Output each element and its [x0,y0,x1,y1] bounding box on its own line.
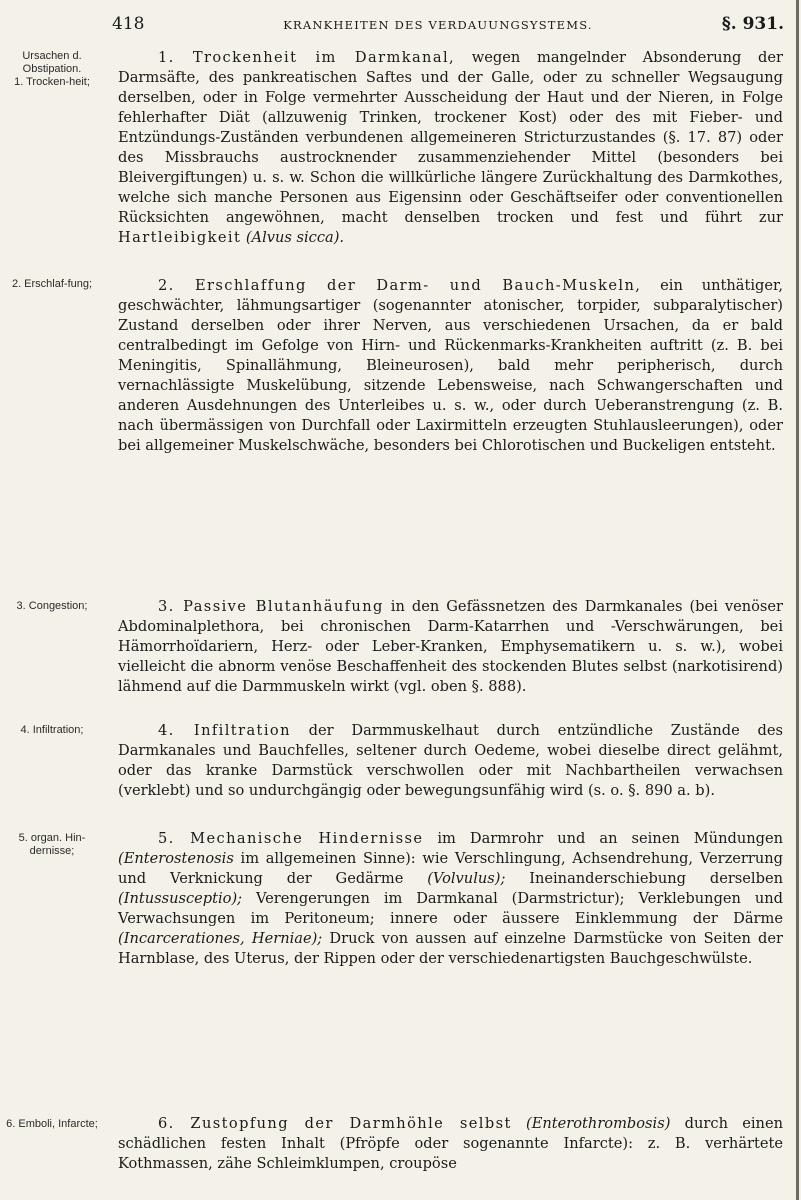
margin-note-congestion: 3. Congestion; [16,600,88,612]
running-header [112,14,784,40]
paragraph-5-text-3: Ineinanderschiebung derselben [505,870,783,887]
paragraph-5-text-2: im allgemeinen Sinne): wie Verschlingung, Achsendrehung, Verzerrung und Verknickung der Gedärme [118,850,783,887]
paragraph-1 [118,48,783,248]
section-number: §. 931. [721,14,784,34]
paragraph-3-text: in den Gefässnetzen des Darmkanales (bei venöser Abdominalplethora, bei chronischen Darm-Katarrhen und -Verschwärungen, bei Hämorrhoïdariern, Herz- oder Leber-Kranken, Emphysematikern u. s. w.), wobei vielleicht die abnorm venöse Beschaffenheit des stockenden Blutes selbst (narkotisirend) lähmend auf die Darmmuskeln wirkt (vgl. oben §. 888). [118,598,783,695]
paragraph-2 [118,276,783,456]
paragraph-5 [118,829,783,969]
paragraph-4-text: der Darmmuskelhaut durch entzündliche Zustände des Darmkanales und Bauchfelles, seltener durch Oedeme, wobei dieselbe direct gelähmt, oder das kranke Darmstück verschwollen oder mit Nachbartheilen verwachsen (verklebt) und so undurchgängig oder bewegungsunfähig wird (s. o. §. 890 a. b). [118,722,783,799]
paragraph-1-text: wegen mangelnder Absonderung der Darmsäfte, des pankreatischen Saftes und der Galle, oder zu schneller Wegsaugung derselben, oder in Folge vermehrter Ausscheidung der Haut und der Nieren, in Folge fehlerhafter Diät (allzuwenig Trinken, trockener Kost) oder des mit Fieber- und Entzündungs-Zuständen verbundenen allgemeineren Stricturzustandes (§. 17. 87) oder des Missbrauchs austrocknender zusammenziehender Mittel (besonders bei Bleivergiftungen) u. s. w. Schon die willkürliche längere Zurückhaltung des Darmkothes, welche sich manche Personen aus Eigensinn oder Geschäftseifer oder conventionellen Rücksichten angewöhnen, macht denselben trocken und fest und führt zur [118,49,783,226]
margin-note-causes: Ursachen d. Obstipation. [22,50,82,75]
paragraph-5-text-4: Verengerungen im Darmkanal (Darmstrictur); Verklebungen und Verwachsungen im Peritoneum; innere oder äussere Einklemmung der Därme [118,890,783,927]
paragraph-5-latin-3: (Intussusceptio); [118,890,243,907]
paragraph-5-lead: 5. Mechanische Hindernisse [158,830,424,847]
paragraph-5-latin-2: (Volvulus); [427,870,506,887]
paragraph-6-text: durch einen schädlichen festen Inhalt (Pfröpfe oder sogenannte Infarcte): z. B. verhärtete Kothmassen, zähe Schleimklumpen, croupöse [118,1115,783,1172]
margin-note-atony: 2. Erschlaf-fung; [11,278,93,290]
paragraph-3 [118,597,783,697]
page-number: 418 [112,14,145,34]
page-edge-shadow [796,0,799,1200]
paragraph-5-text: im Darmrohr und an seinen Mündungen [423,830,784,847]
running-title: KRANKHEITEN DES VERDAUUNGSYSTEMS. [283,18,593,32]
paragraph-1-latin: (Alvus sicca). [245,229,345,246]
paragraph-5-latin-4: (Incarcerationes, Herniae); [118,930,323,947]
paragraph-4-lead: 4. Infiltration [158,722,291,739]
margin-note-emboli: 6. Emboli, Infarcte; [6,1118,98,1130]
paragraph-1-lead: 1. Trockenheit im Darmkanal, [158,49,456,66]
paragraph-5-text-5: Druck von aussen auf einzelne Darmstücke von Seiten der Harnblase, des Uterus, der Rippen oder der verschiedenartigsten Bauchgeschwülste. [118,930,784,967]
margin-note-obstruction: 5. organ. Hin-dernisse; [18,832,86,857]
margin-note-infiltration: 4. Infiltration; [20,724,84,736]
margin-note-dryness: 1. Trocken-heit; [14,76,90,88]
paragraph-6-latin: (Enterothrombosis) [511,1115,671,1132]
paragraph-6-lead: 6. Zustopfung der Darmhöhle selbst [158,1115,512,1132]
paragraph-3-lead: 3. Passive Blutanhäufung [158,598,384,615]
paragraph-6 [118,1114,783,1174]
paragraph-2-text: ein unthätiger, geschwächter, lähmungsartiger (sogenannter atonischer, torpider, subparalytischer) Zustand derselben oder ihrer Nerven, aus verschiedenen Ursachen, da er bald centralbedingt im Gefolge von Hirn- und Rückenmarks-Krankheiten auftritt (z. B. bei Meningitis, Spinallähmung, Bleineurosen), bald mehr peripherisch, durch vernachlässigte Muskelübung, sitzende Lebensweise, nach Schwangerschaften und anderen Ausdehnungen des Unterleibes u. s. w., oder durch Ueberanstrengung (z. B. nach übermässigen von Durchfall oder Laxirmitteln erzeugten Stuhlausleerungen), oder bei allgemeiner Muskelschwäche, besonders bei Chlorotischen und Buckeligen entsteht. [118,277,783,454]
paragraph-1-emph: Hartleibigkeit [118,229,242,246]
paragraph-5-latin-1: (Enterostenosis [118,850,234,867]
paragraph-4 [118,721,783,801]
paragraph-2-lead: 2. Erschlaffung der Darm- und Bauch-Muskeln, [158,277,642,294]
